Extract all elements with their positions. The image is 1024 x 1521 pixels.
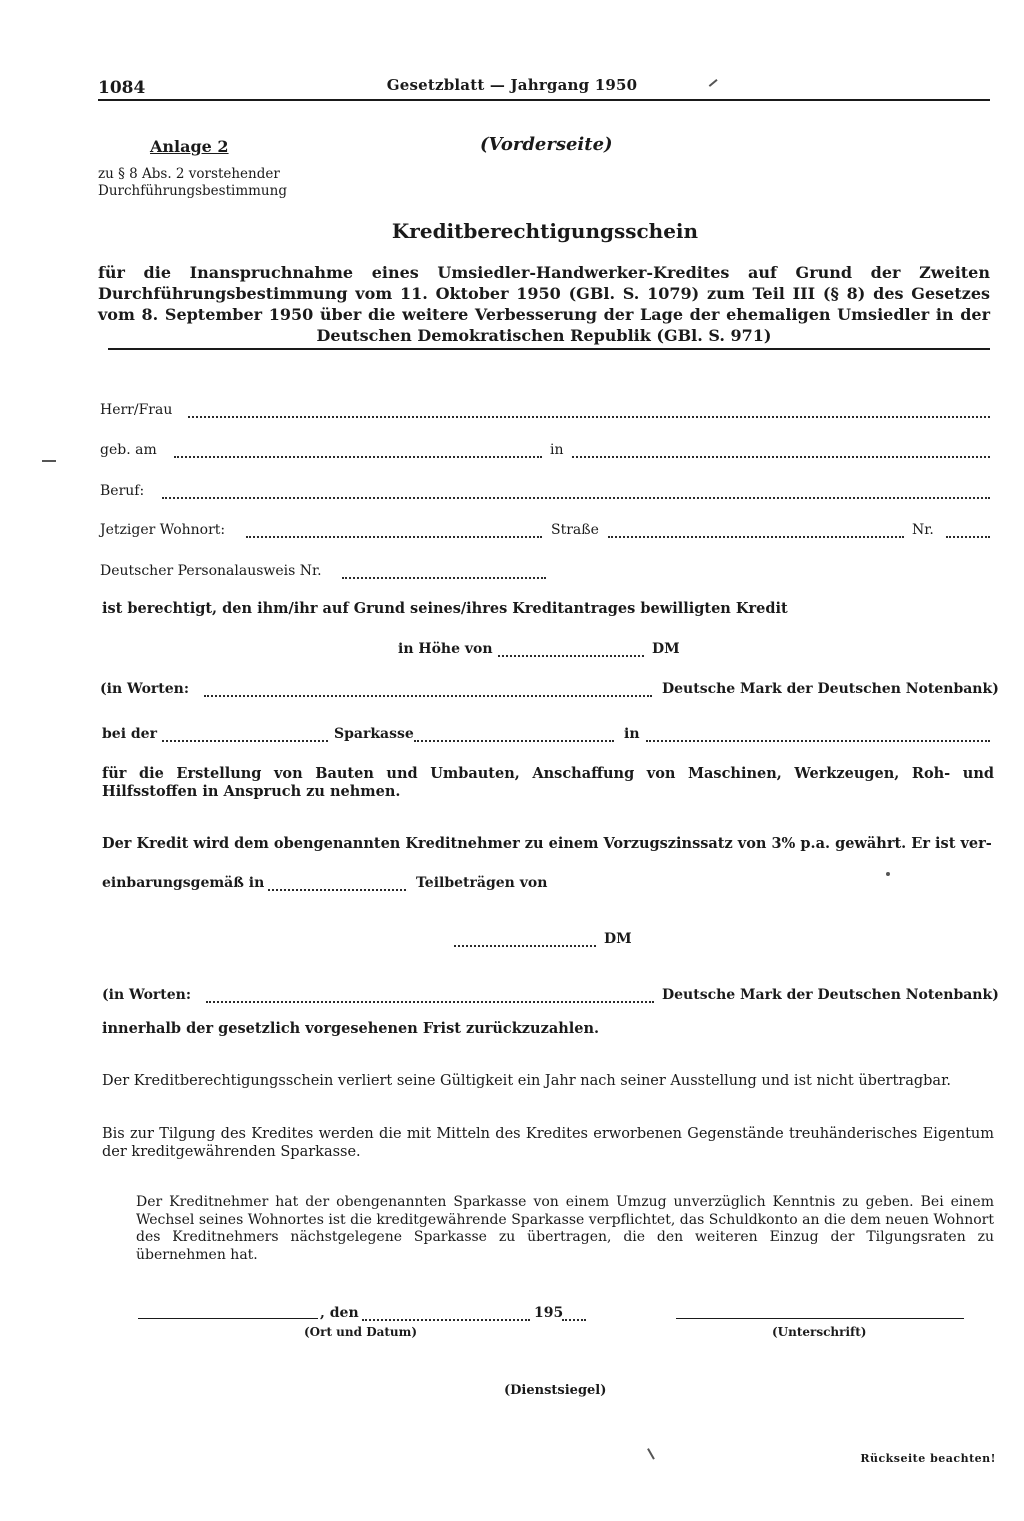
title-rule (108, 348, 990, 350)
number-field[interactable] (946, 522, 990, 538)
name-field[interactable] (188, 402, 990, 418)
signature-row (100, 1305, 992, 1327)
number-label: Nr. (912, 522, 934, 538)
amount-currency: DM (652, 641, 680, 657)
amount-words-suffix: Deutsche Mark der Deutschen Notenbank) (662, 681, 999, 697)
installments-count-field[interactable] (268, 875, 406, 891)
date-field[interactable] (362, 1305, 530, 1321)
running-head: Gesetzblatt — Jahrgang 1950 (386, 76, 638, 94)
bank-in-label: in (624, 726, 640, 742)
annex-reference-line1: zu § 8 Abs. 2 vorstehender (98, 166, 280, 182)
amount-words-field[interactable] (204, 681, 652, 697)
repay-text: innerhalb der gesetzlich vorgesehenen Frist zurückzuzahlen. (102, 1020, 600, 1037)
annex-reference-line2: Durchführungsbestimmung (98, 183, 287, 199)
installments-row (100, 875, 992, 897)
installments-suffix: Teilbeträgen von (416, 875, 548, 891)
form-subtitle: für die Inanspruchnahme eines Umsiedler-Handwerker-Kredites auf Grund der Zweiten Durchführungsbestimmung vom 11. Oktober 1950 (GBl. S. 1079) zum Teil III (§ 8) des Gesetzes vom 8. September 1950 über die weitere Verbesserung der Lage der ehemaligen Umsiedler in der Deutschen Demokratischen Republik (GBl. S. 971) (98, 263, 990, 345)
name-row (100, 402, 992, 424)
installment-amount-row (100, 931, 992, 953)
footer-note: Rückseite beachten! (860, 1452, 996, 1465)
move-text: Der Kreditnehmer hat der obengenannten Sparkasse von einem Umzug unverzüglich Kenntnis zu geben. Bei einem Wechsel seines Wohnortes ist die kreditgewährende Sparkasse verpflichtet, das Schuldkonto an die dem neuen Wohnort des Kreditnehmers nächstgelegene Sparkasse zu übertragen, die den weiteren Einzug der Tilgungsraten zu übernehmen hat. (136, 1194, 994, 1263)
amount-words-row (100, 681, 999, 703)
amount-field[interactable] (498, 641, 644, 657)
residence-row (100, 522, 992, 544)
amount-label: in Höhe von (398, 641, 493, 657)
bank-place-field[interactable] (646, 726, 990, 742)
validity-text: Der Kreditberechtigungsschein verliert seine Gültigkeit ein Jahr nach seiner Ausstellung und ist nicht übertragbar. (102, 1073, 952, 1089)
seal-caption: (Dienstsiegel) (504, 1383, 607, 1398)
installment-words-label: (in Worten: (102, 987, 192, 1003)
amount-row (100, 641, 992, 663)
page-number: 1084 (98, 78, 146, 98)
residence-field[interactable] (246, 522, 542, 538)
scan-speck (886, 872, 890, 876)
den-label: , den (320, 1305, 359, 1321)
annex-label: Anlage 2 (150, 137, 229, 156)
amount-words-label: (in Worten: (100, 681, 190, 697)
birth-date-field[interactable] (174, 442, 542, 458)
annex-reference (98, 166, 338, 200)
form-title: Kreditberechtigungsschein (391, 219, 699, 243)
name-label: Herr/Frau (100, 402, 173, 418)
bank-prefix: bei der (102, 726, 157, 742)
installment-words-field[interactable] (206, 987, 654, 1003)
place-line[interactable] (138, 1317, 318, 1319)
installment-amount-field[interactable] (454, 931, 596, 947)
interest-text: Der Kredit wird dem obengenannten Kreditnehmer zu einem Vorzugszinssatz von 3% p.a. gewährt. Er ist ver- (102, 835, 992, 852)
place-date-caption: (Ort und Datum) (304, 1325, 418, 1339)
signature-line[interactable] (676, 1317, 964, 1319)
year-field[interactable] (562, 1305, 586, 1321)
purpose-text: für die Erstellung von Bauten und Umbauten, Anschaffung von Maschinen, Werkzeugen, Roh- und Hilfsstoffen in Anspruch zu nehmen. (102, 765, 994, 800)
side-label: (Vorderseite) (480, 134, 613, 155)
year-prefix: 195 (534, 1305, 564, 1321)
residence-label: Jetziger Wohnort: (100, 522, 226, 538)
profession-label: Beruf: (100, 483, 145, 499)
bank-name-field[interactable] (162, 726, 328, 742)
id-card-label: Deutscher Personalausweis Nr. (100, 563, 322, 579)
bank-row (100, 726, 992, 748)
bank-extra-field[interactable] (414, 726, 614, 742)
installment-currency: DM (604, 931, 632, 947)
signature-caption: (Unterschrift) (772, 1325, 867, 1339)
street-label: Straße (551, 522, 599, 538)
id-card-field[interactable] (342, 563, 546, 579)
birthplace-field[interactable] (572, 442, 990, 458)
born-label: geb. am (100, 442, 157, 458)
ownership-text: Bis zur Tilgung des Kredites werden die mit Mitteln des Kredites erworbenen Gegenstände treuhänderisches Eigentum der kreditgewährenden Sparkasse. (102, 1126, 994, 1160)
installment-words-suffix: Deutsche Mark der Deutschen Notenbank) (662, 987, 999, 1003)
header-rule (98, 99, 990, 101)
installment-words-row (100, 987, 999, 1009)
bank-label: Sparkasse (334, 726, 414, 742)
installments-prefix: einbarungsgemäß in (102, 875, 265, 891)
id-card-row (100, 563, 992, 585)
scan-speck (42, 460, 56, 462)
birth-row (100, 442, 992, 464)
profession-row (100, 483, 992, 505)
scan-speck (647, 1448, 654, 1459)
birthplace-label: in (550, 442, 564, 458)
profession-field[interactable] (162, 483, 990, 499)
street-field[interactable] (608, 522, 904, 538)
entitled-text: ist berechtigt, den ihm/ihr auf Grund seines/ihres Kreditantrages bewilligten Kredit (102, 600, 788, 617)
